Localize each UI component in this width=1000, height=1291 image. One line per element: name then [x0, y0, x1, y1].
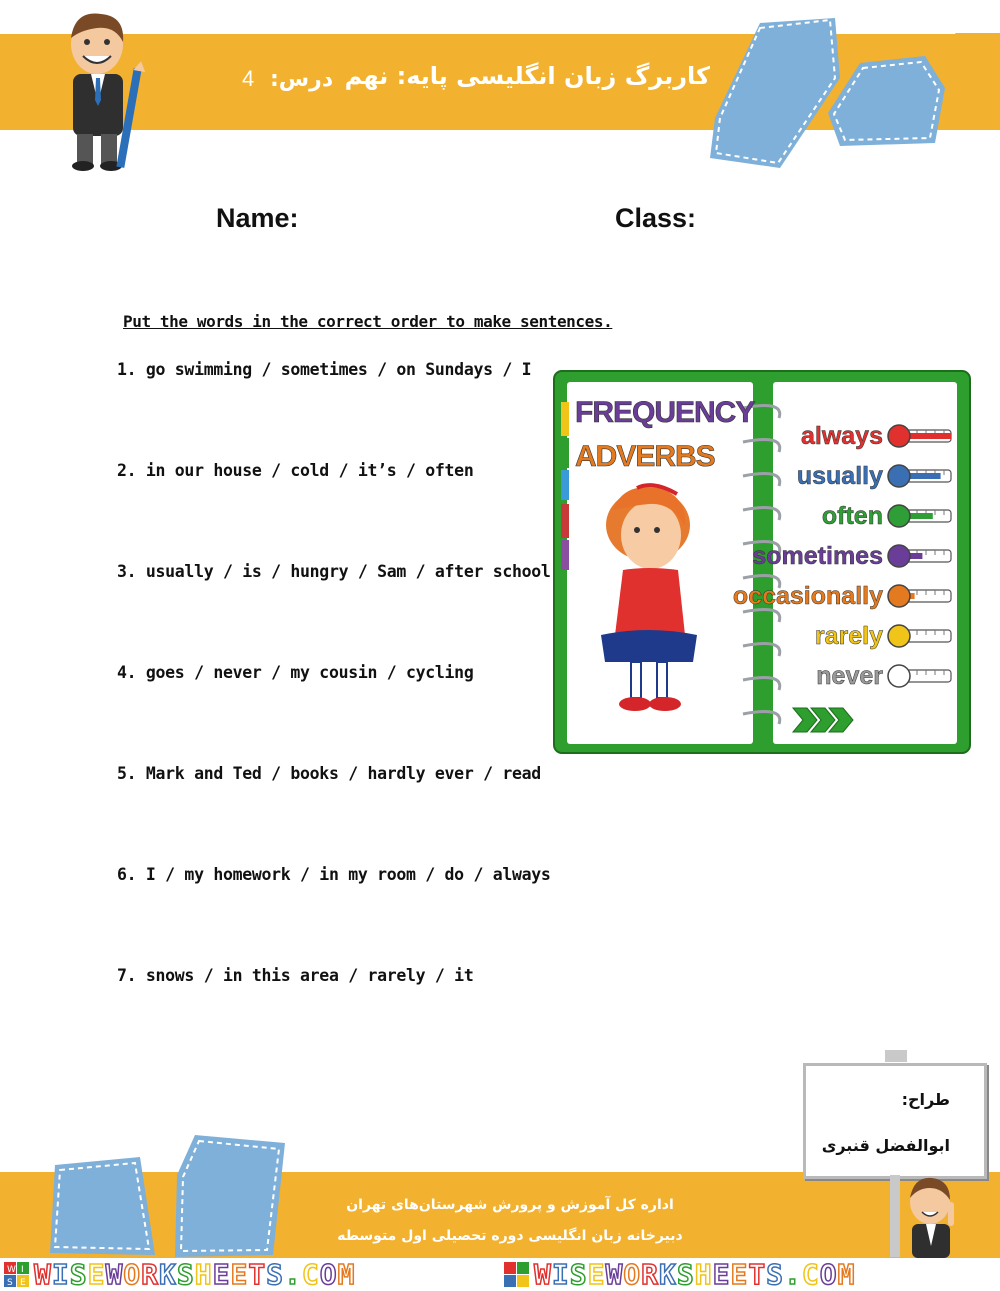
- footer-line-1: اداره کل آموزش و پرورش شهرستان‌های تهران: [346, 1197, 674, 1213]
- thermometer-bulb: [888, 665, 910, 687]
- header-band-arrow: [955, 33, 1000, 128]
- sign-cap: [885, 1050, 907, 1062]
- svg-text:W: W: [7, 1265, 16, 1275]
- question-item: 2. in our house / cold / it’s / often: [117, 461, 474, 480]
- question-item: 5. Mark and Ted / books / hardly ever / read: [117, 764, 541, 783]
- header-patch-large: [710, 18, 840, 168]
- adverb-label: occasionally: [732, 582, 883, 610]
- frequency-adverbs-poster: [553, 370, 971, 754]
- teacher-cartoon-header: [55, 8, 155, 173]
- watermark-badge-icon: [4, 1262, 30, 1288]
- class-label: Class:: [615, 203, 697, 233]
- thermometer-bulb: [888, 505, 910, 527]
- watermark-text: WISEWORKSHEETS.COM: [534, 1258, 856, 1291]
- question-item: 3. usually / is / hungry / Sam / after school: [117, 562, 551, 581]
- svg-text:E: E: [20, 1278, 26, 1288]
- adverb-label: sometimes: [752, 542, 883, 570]
- teacher-cartoon-footer: [880, 1172, 960, 1258]
- adverb-label: never: [816, 662, 883, 690]
- question-item: 4. goes / never / my cousin / cycling: [117, 663, 474, 682]
- thermometer-bulb: [888, 625, 910, 647]
- instruction-text: Put the words in the correct order to make sentences.: [123, 312, 613, 331]
- watermark-text: WISEWORKSHEETS.COM: [34, 1258, 356, 1291]
- designer-name: ابوالفضل قنبری: [821, 1136, 950, 1155]
- poster-title-line1: FREQUENCY: [575, 396, 755, 429]
- question-item: 6. I / my homework / in my room / do / always: [117, 865, 551, 884]
- thermometer-bulb: [888, 585, 910, 607]
- adverb-label: rarely: [814, 622, 883, 650]
- question-item: 7. snows / in this area / rarely / it: [117, 966, 474, 985]
- watermark-bar: [0, 1258, 1000, 1291]
- designer-label: طراح:: [901, 1090, 950, 1109]
- lesson-label: درس:: [270, 67, 334, 92]
- name-label: Name:: [216, 203, 299, 233]
- adverb-label: usually: [796, 462, 883, 490]
- watermark-badge-icon: [504, 1262, 530, 1288]
- question-item: 1. go swimming / sometimes / on Sundays / I: [117, 360, 532, 379]
- header-patch-small: [828, 56, 945, 146]
- thermometer-bulb: [888, 425, 910, 447]
- lesson-number: 4: [242, 66, 255, 91]
- footer-line-2: دبیرخانه زبان انگلیسی دوره تحصیلی اول متوسطه: [337, 1228, 683, 1244]
- designer-sign: [803, 1063, 987, 1179]
- thermometer-bulb: [888, 465, 910, 487]
- adverb-label: often: [821, 502, 883, 530]
- footer-patches: [45, 1125, 295, 1265]
- poster-title-line2: ADVERBS: [575, 440, 715, 473]
- header-patches: [700, 18, 1000, 178]
- svg-text:I: I: [21, 1265, 24, 1275]
- worksheet-title: کاربرگ زبان انگلیسی پایه: نهم: [344, 62, 710, 90]
- adverb-label: always: [800, 422, 883, 450]
- thermometer-bulb: [888, 545, 910, 567]
- svg-text:S: S: [7, 1278, 13, 1288]
